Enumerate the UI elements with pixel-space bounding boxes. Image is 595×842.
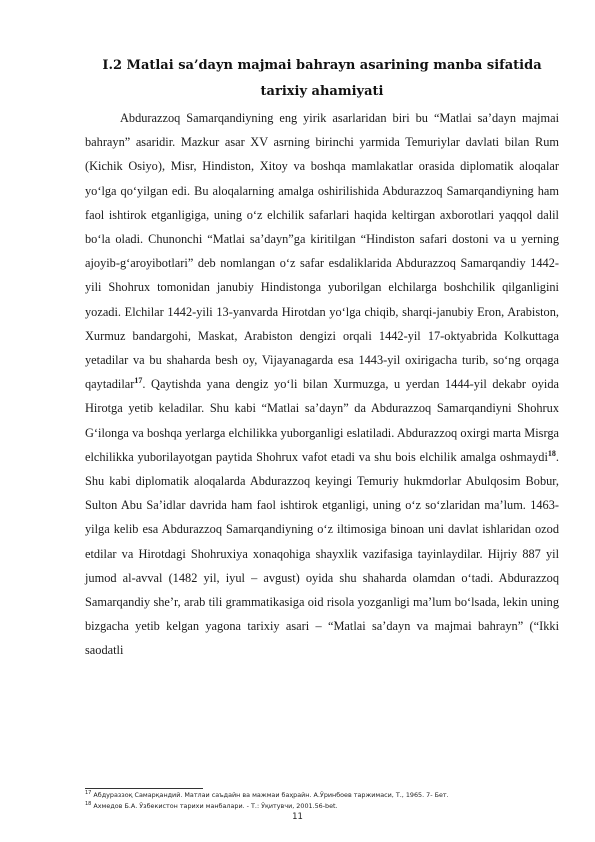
section-heading: I.2 Matlai sa’dayn majmai bahrayn asarining manba sifatida tarixiy ahamiyati bbox=[102, 58, 542, 99]
footnote-number: 18 bbox=[85, 800, 92, 807]
footnote-number: 17 bbox=[85, 789, 92, 796]
paragraph-text-3: . Shu kabi diplomatik aloqalarda Abdurazzoq keyingi Temuriy hukmdorlar Abulqosim Bobur, Sulton Abu Sa’idlar davrida ham faol ishtirok etganligi, uning o‘z so‘zlaridan ma’lum. 1463-yilga kelib esa Abdurazzoq Samarqandiyning o‘z iltimosiga binoan uni davlat ishlaridan ozod etdilar va Hirotdagi Shohruxiya xonaqohiga shayxlik vazifasiga tayinlaydilar. Hijriy 887 yil jumod al-avval (1482 yil, iyul – avgust) oyida shu shaharda olamdan o‘tadi. Abdurazzoq Samarqandiy she’r, arab tili grammatikasiga oid risola yozganligi ma’lum bo‘lsada, lekin uning bizgacha yetib kelgan yagona tarixiy asari – “Matlai sa’dayn va majmai bahrayn” (“Ikki saodatli bbox=[85, 449, 559, 658]
footnotes bbox=[85, 790, 559, 812]
paragraph-text-2: . Qaytishda yana dengiz yo‘li bilan Xurmuzga, u yerdan 1444-yil dekabr oyida Hirotga yetib keladilar. Shu kabi “Matlai sa’dayn” da Abdurazzoq Samarqandiyni Shohrux G‘ilonga va boshqa yerlarga elchilikka yuborganligi eslatiladi. Abdurazzoq oxirgi marta Misrga elchilikka yuborilayotgan paytida Shohrux vafot etadi va shu bois elchilik amalga oshmaydi bbox=[85, 377, 559, 464]
footnote-ref-17[interactable]: 17 bbox=[134, 376, 143, 386]
paragraph-text-1: Abdurazzoq Samarqandiyning eng yirik asarlaridan biri bu “Matlai sa’dayn majmai bahrayn” asaridir. Mazkur asar XV asrning birinchi yarmida Temuriylar davlati bilan Rum (Kichik Osiyo), Misr, Hindiston, Xitoy va boshqa mamlakatlar orasida diplomatik aloqalar yo‘lga qo‘yilgan edi. Bu aloqalarning amalga oshirilishida Abdurazzoq Samarqandiyning ham faol ishtirok etganligiga, uning o‘z elchilik safarlari haqida keltirgan axborotlari yaqqol dalil bo‘la oladi. Chunonchi “Matlai sa’dayn”ga kiritilgan “Hindiston safari dostoni va u yerning ajoyib-g‘aroyibotlari” deb nomlangan o‘z safar esdaliklarida Abdurazzoq Samarqandiy 1442-yili Shohrux tomonidan janubiy Hindistonga yuborilgan elchilarga boshchilik qilganligini yozadi. Elchilar 1442-yili 13-yanvarda Hirotdan yo‘lga chiqib, sharqi-janubiy Eron, Arabiston, Xurmuz bandargohi, Maskat, Arabiston dengizi orqali 1442-yil 17-oktyabrida Kolkuttaga yetadilar va bu shaharda besh oy, Vijayanagarda esa 1443-yil oxirigacha turib, so‘ng orqaga qaytadilar bbox=[85, 111, 559, 392]
page-number: 11 bbox=[292, 812, 303, 822]
footnote-18 bbox=[85, 801, 559, 812]
footnote-divider bbox=[85, 788, 203, 789]
footnote-ref-18[interactable]: 18 bbox=[547, 448, 556, 458]
footnote-text: Абдураззоқ Самарқандий. Матлаи саъдайн ва мажмаи баҳрайн. А.Ўринбоев таржимаси, Т., 1965. 7- Бет. bbox=[91, 791, 449, 799]
body-paragraph bbox=[85, 106, 559, 663]
footnote-text: Ахмедов Б.А. Ўзбекистон тарихи манбалари. - Т.: Ўқитувчи, 2001.56-bet. bbox=[91, 802, 338, 810]
footnote-17 bbox=[85, 790, 559, 801]
